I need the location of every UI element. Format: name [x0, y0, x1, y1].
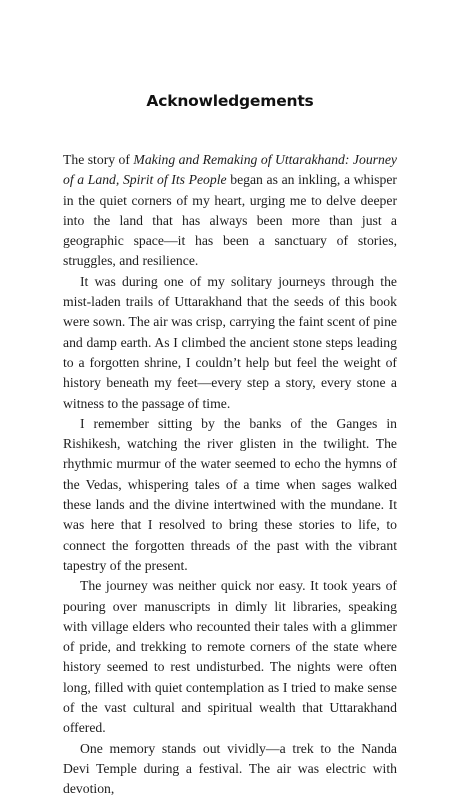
paragraph-1: [63, 150, 397, 272]
paragraph-1-intro: The story of: [63, 152, 134, 167]
paragraph-3: I remember sitting by the banks of the Ganges in Rishikesh, watching the river glisten in the twilight. The rhythmic murmur of the water seemed to echo the hymns of the Vedas, whispering tales of a time when sages walked these lands and the divine intertwined with the mundane. It was here that I resolved to bring these stories to life, to connect the forgotten threads of the past with the vibrant tapestry of the present.: [63, 415, 397, 573]
paragraph-1-rest: began as an inkling, a whisper in the quiet corners of my heart, urging me to delve deeper into the land that has always been more than just a geographic space—it has been a sanctuary of stories, struggles, and resilience.: [63, 172, 397, 269]
paragraph-2: It was during one of my solitary journeys through the mist-laden trails of Uttarakhand that the seeds of this book were sown. The air was crisp, carrying the faint scent of pine and damp earth. As I climbed the ancient stone steps leading to a forgotten shrine, I couldn’t help but feel the weight of history beneath my feet—every step a story, every stone a witness to the passage of time.: [63, 273, 397, 411]
book-title: Making and Remaking of Uttarakhand: Journey of a Land, Spirit of Its People: [63, 152, 397, 188]
paragraph-4: The journey was neither quick nor easy. It took years of pouring over manuscripts in dimly lit libraries, speaking with village elders who recounted their tales with a glimmer of pride, and trekking to remote corners of the state where history seemed to rest undisturbed. The nights were often long, filled with quiet contemplation as I tried to make sense of the vast cultural and spiritual wealth that Uttarakhand offered.: [63, 578, 397, 736]
paragraph-5: One memory stands out vividly—a trek to the Nanda Devi Temple during a festival. The air was electric with devotion,: [63, 740, 397, 797]
body-text: [63, 150, 397, 800]
page-heading: Acknowledgements: [146, 92, 314, 110]
